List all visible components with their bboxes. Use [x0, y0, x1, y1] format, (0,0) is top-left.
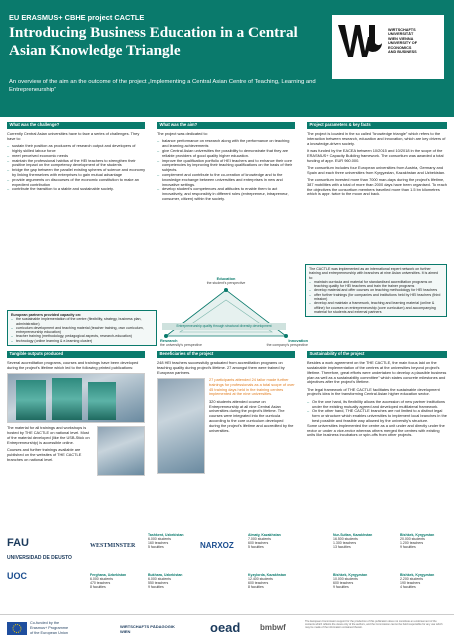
wu-line: ECONOMICS: [388, 45, 412, 50]
list-item: – contribute the transition to a stable and sustainable society.: [7, 187, 145, 192]
section-heading: Tangible outputs produced: [7, 351, 145, 358]
section-text: 248 HEI teachers successfully graduated from accreditation programs on teaching quality during project's lifetime. 27 amongst them were trained by European partners.: [157, 360, 285, 375]
partner-teachers: 1.200 teachers: [400, 541, 424, 546]
wu-line: UNIVERSITY OF: [388, 41, 418, 46]
partner-teachers: 550 teachers: [148, 581, 169, 586]
label-sub: the student's perspective: [206, 281, 246, 285]
book-cover-image: [16, 380, 46, 420]
publications-photo: [7, 373, 145, 423]
diagram-band: Entrepreneurship quality through structural diversity development: [162, 323, 286, 330]
footer-line: Co-funded by the: [30, 621, 60, 625]
partner-students: 12.400 students: [248, 577, 273, 582]
section-heading: Project parameters & key facts: [307, 122, 447, 129]
project-eyebrow: EU ERASMUS+ CBHE project CACTLE: [9, 13, 145, 22]
section-text: The consortium includes four European universities from Austria, Germany and Spain and each three universities from Kyrgyzstan, Kazakhstan and Uzbekistan.: [307, 164, 446, 175]
list-item: – complement and contribute to the co-creation of knowledge and to the knowledge exchange between universities and enterprises in new and innovative settings.: [157, 173, 295, 187]
list-item: – develop and maintain a framework, teaching and learning material (online & offline) for courses on entrepreneurship (core curriculum) and accompanying material for students and external partners: [309, 301, 443, 314]
label-text: Education: [216, 276, 236, 281]
label-sub: the company's perspective: [266, 343, 308, 347]
partner-students: 6.000 students: [148, 537, 171, 542]
partner-students: 10.000 students: [333, 577, 358, 582]
section-heading: What was the challenge?: [7, 122, 145, 129]
graduation-photo: [157, 378, 205, 474]
section-text: Currently Central Asian universities have to face a series of challenges. They have to:: [7, 131, 140, 141]
partner-teachers: 600 teachers: [248, 541, 269, 546]
partner-faculties: 5 faculties: [148, 545, 164, 550]
partner-faculties: 13 faculties: [333, 545, 351, 550]
box-intro: The CACTLE was implemented as an international expert network on further training and entrepreneurship with branches at nine Asian universities. It is aimed to:: [309, 267, 439, 280]
partner-students: 16.500 students: [333, 537, 358, 542]
section-text: 320 students attended course on Entrepreneurship at all nine Central Asian universities during the project's lifetime. The courses were integrated into the curricula according to the core curriculum developed during the project's lifetime and accredited by the universities.: [209, 398, 294, 433]
section-text: Courses and further trainings available are published on the websites of THE CACTLE branches on national level.: [7, 446, 82, 462]
diagram-label-innovation: [248, 338, 308, 347]
section-heading: What was the aim?: [157, 122, 295, 129]
label-text: Research: [160, 338, 178, 343]
list-item: – curriculum development and teaching material (teacher training, own curriculum, entrepreneurship education): [11, 326, 153, 335]
partner-students: 7.000 students: [248, 537, 271, 542]
footer-line: of the European Union: [30, 631, 68, 635]
list-item: – maintain curricula and material for standardised accreditation programs on teaching quality for HEI teachers and train the trainer programs: [309, 280, 443, 289]
partner-city: Ferghana, Uzbekistan: [90, 573, 127, 577]
partner-city: Bishkek, Kyrgyzstan: [400, 533, 435, 537]
list-item: – On the other hand, THE CACTLE branches are not limited to a distinct legal form or structure which enables universities to implement local branches in the best possible and feasible way allowed by the university's structure.: [307, 409, 447, 423]
bmbwf-logo: bmbwf: [260, 623, 286, 632]
list-item: – the sustainable implementation of the centre (flexibility, strategy, business plan, administration): [11, 317, 153, 326]
partner-faculties: 9 faculties: [400, 545, 416, 550]
list-item: – develop student's competences and attitudes to enable them to act innovatively, and responsibly in different roles (entrepreneur, intrapreneur, consumer, citizen) within the society.: [157, 187, 295, 201]
partner-grid: [0, 533, 454, 613]
partner-teachers: 470 teachers: [90, 581, 111, 586]
list-item: – provide arguments on discourses of the economic constitution to make an expedient contribution: [7, 178, 145, 188]
section-text: 27 participants attended 24 tailor made further trainings for professionals as a total scope of over 45 training days held in the training centres implemented at the nine universities.: [209, 377, 295, 397]
uoc-logo: UOC: [7, 571, 27, 581]
sustainability-section: [307, 351, 447, 441]
westminster-logo: WESTMINSTER: [90, 543, 136, 549]
section-text: Several accreditation programs, courses and trainings have been developed during the project's lifetime which led to the following printed publications:: [7, 360, 139, 370]
partner-teachers: 600 teachers: [248, 581, 269, 586]
list-item: – improve the qualification portfolio of HEI teachers and to enhance their core competencies by improving their teaching qualifications on the basis of their subjects.: [157, 159, 295, 173]
section-text: Besides a work agreement on the THE CACTLE, the main focus laid on the sustainable implementation of the centres at the universities beyond project's lifetime. Therefore, great efforts were undertaken to develop a plausible business plan as well as a sustainability committee" which states concrete milestones and objectives after the project's lifetime.: [307, 360, 447, 385]
partner-teachers: 160 teachers: [148, 541, 169, 546]
poster-title: Introducing Business Education in a Central Asian Knowledge Triangle: [9, 24, 298, 59]
narxoz-logo: NARXOZ: [200, 541, 234, 550]
list-item: – technology (online learning & e-learning cluster): [11, 339, 153, 343]
book-cover-image: [88, 382, 116, 420]
beneficiaries-section: [157, 351, 295, 474]
section-text: It was funded by the EACEA between 10/2015 and 10/2018 in the scope of the ERASMUS+ Capacity Building framework. The consortium was awarded a total funding of appr. EUR 960.000.: [307, 148, 444, 163]
section-heading: Sustainability of the project: [307, 351, 447, 358]
footer-line: Erasmus+ Programme: [30, 626, 69, 630]
partner-students: 20.000 students: [400, 537, 425, 542]
node-education: [224, 288, 228, 292]
eu-flag-icon: [7, 622, 27, 635]
oead-logo: oead: [210, 620, 241, 635]
partner-cell: [333, 573, 367, 589]
partner-cell: [400, 573, 434, 589]
partner-cell: [248, 573, 286, 589]
list-item: – sustain their position as producers of research output and developers of highly skilled labour force: [7, 144, 145, 154]
sponsor-footer: [0, 614, 454, 642]
usb-stick-photo: [97, 426, 145, 476]
partner-cell: [333, 533, 372, 549]
partner-teachers: 190 teachers: [400, 581, 421, 586]
partner-city: Tashkent, Uzbekistan: [148, 533, 184, 537]
partner-cell: [148, 573, 182, 589]
partner-city: Almaty, Kazakhstan: [248, 533, 281, 537]
section-text: Some universities implemented the centre as a unit under and directly under the rector or under a vice-rector whereas others merged the centres with existing units like business incubators or spin-offs from other projects.: [307, 422, 445, 438]
deusto-logo: UNIVERSIDAD DE DEUSTO: [7, 555, 72, 561]
list-item: – meet perceived economic needs: [7, 154, 145, 159]
partner-faculties: 5 faculties: [248, 545, 264, 550]
section-heading: Beneficiaries of the project: [157, 351, 295, 358]
section-text: The consortium invested more than 7000 man-days during the project's lifetime, 387 mobilities with a total of more than 2000 days have been organised. To reach the objectives the consortium members travelled more than 1.5 bn kilometres which is appr. twice to the moon and back.: [307, 177, 447, 197]
eu-stars-icon: [7, 622, 27, 635]
label-text: Innovation: [288, 338, 308, 343]
partner-cell: [248, 533, 281, 549]
list-item: – offer further trainings (for companies and institutions held by HEI teachers (third mission): [309, 293, 443, 302]
poster-subtitle: An overview of the aim an the outcome of the project „Implementing a Central Asian Centre of Teaching, Learning and Entrepreneurship“: [9, 79, 316, 93]
wu-line: WIEN VIENNA: [388, 36, 414, 41]
list-item: – teacher training (methodology, pedagogical aspects, research-education): [11, 334, 153, 338]
partner-students: 2.200 students: [400, 577, 423, 582]
section-text: The legal framework of THE CACTLE facilitates the sustainable development project's idea in the transforming Central Asian higher education sector.: [307, 386, 440, 397]
partner-faculties: 8 faculties: [90, 585, 106, 590]
wu-line: UNIVERSITÄT: [388, 32, 414, 37]
partner-cell: [90, 573, 126, 589]
wu-line: WIRTSCHAFTS: [388, 28, 416, 32]
partner-students: 6.000 students: [90, 577, 113, 582]
section-text: The material for all trainings and workshops is hosted by THE CACTLE on national level. Most of the material developed (like the USB-Stick on Entrepreneurship) is accessible online.: [7, 425, 90, 445]
section-text: The project was dedicated to:: [157, 131, 208, 137]
partner-faculties: 9 faculties: [333, 585, 349, 590]
partner-city: Bishkek, Kyrgyzstan: [333, 573, 368, 577]
eu-disclaimer: The European Commission support for the production of this publication does not constitute an endorsement of the contents which reflects the views only of the authors, and the Commission cannot be held responsible for any use which may be made of the information contained therein.: [305, 620, 443, 630]
list-item: – give Central Asian universities the possibility to demonstrate that they are reliable providers of good quality higher education.: [157, 149, 295, 159]
cactle-aims-box: [305, 264, 447, 317]
book-cover-image: [52, 378, 82, 420]
partner-city: Kyzylorda, Kazakhstan: [248, 573, 287, 577]
partner-cell: [148, 533, 184, 549]
section-text: The project is located in the so called "knowledge triangle" which refers to the interaction between research, education and innovation, which are key drivers of a knowledge-driven society.: [307, 131, 446, 146]
partner-city: Bishkek, Kyrgyzstan: [400, 573, 435, 577]
diagram-label-education: [196, 276, 256, 285]
wu-line: AND BUSINESS: [388, 50, 417, 55]
diagram-label-research: [160, 338, 220, 347]
eu-cofunded-text: [30, 621, 68, 636]
partner-city: Nur-Sultan, Kazakhstan: [333, 533, 373, 537]
list-item: – maintain the professional habitus of the HEI teachers to strengthen their positive impact on the competency development of the students: [7, 159, 145, 169]
partner-faculties: 9 faculties: [148, 585, 164, 590]
box-title: European partners provided capacity on:: [11, 313, 82, 317]
partner-cell: [400, 533, 434, 549]
list-item: – bridge the gap between the parallel existing spheres of science and economy by linking themselves with enterprises to gain mutual advantage: [7, 168, 145, 178]
list-item: – develop material and offer courses on teaching methodology for HEI teachers: [309, 288, 443, 292]
fau-logo: FAU: [7, 537, 29, 549]
european-capacity-box: [7, 310, 157, 346]
label-sub: the university's perspective: [160, 343, 202, 347]
partner-city: Bukhara, Uzbekistan: [148, 573, 183, 577]
tangible-outputs-section: [7, 351, 145, 476]
list-item: – balance performance on research along with the performance on teaching and learning achievements: [157, 139, 295, 149]
partner-faculties: 4 faculties: [400, 585, 416, 590]
partner-teachers: 600 teachers: [333, 581, 354, 586]
partner-faculties: 8 faculties: [248, 585, 264, 590]
partner-students: 6.000 students: [148, 577, 171, 582]
list-item: – On the one hand, its flexibility allows the accession of new partner institutions under the existing mutually agreed and developed multilateral framework.: [307, 400, 447, 410]
partner-teachers: 1.300 teachers: [333, 541, 357, 546]
wpi-logo: WIRTSCHAFTS PÄDAGOGIK WIEN: [120, 624, 175, 634]
